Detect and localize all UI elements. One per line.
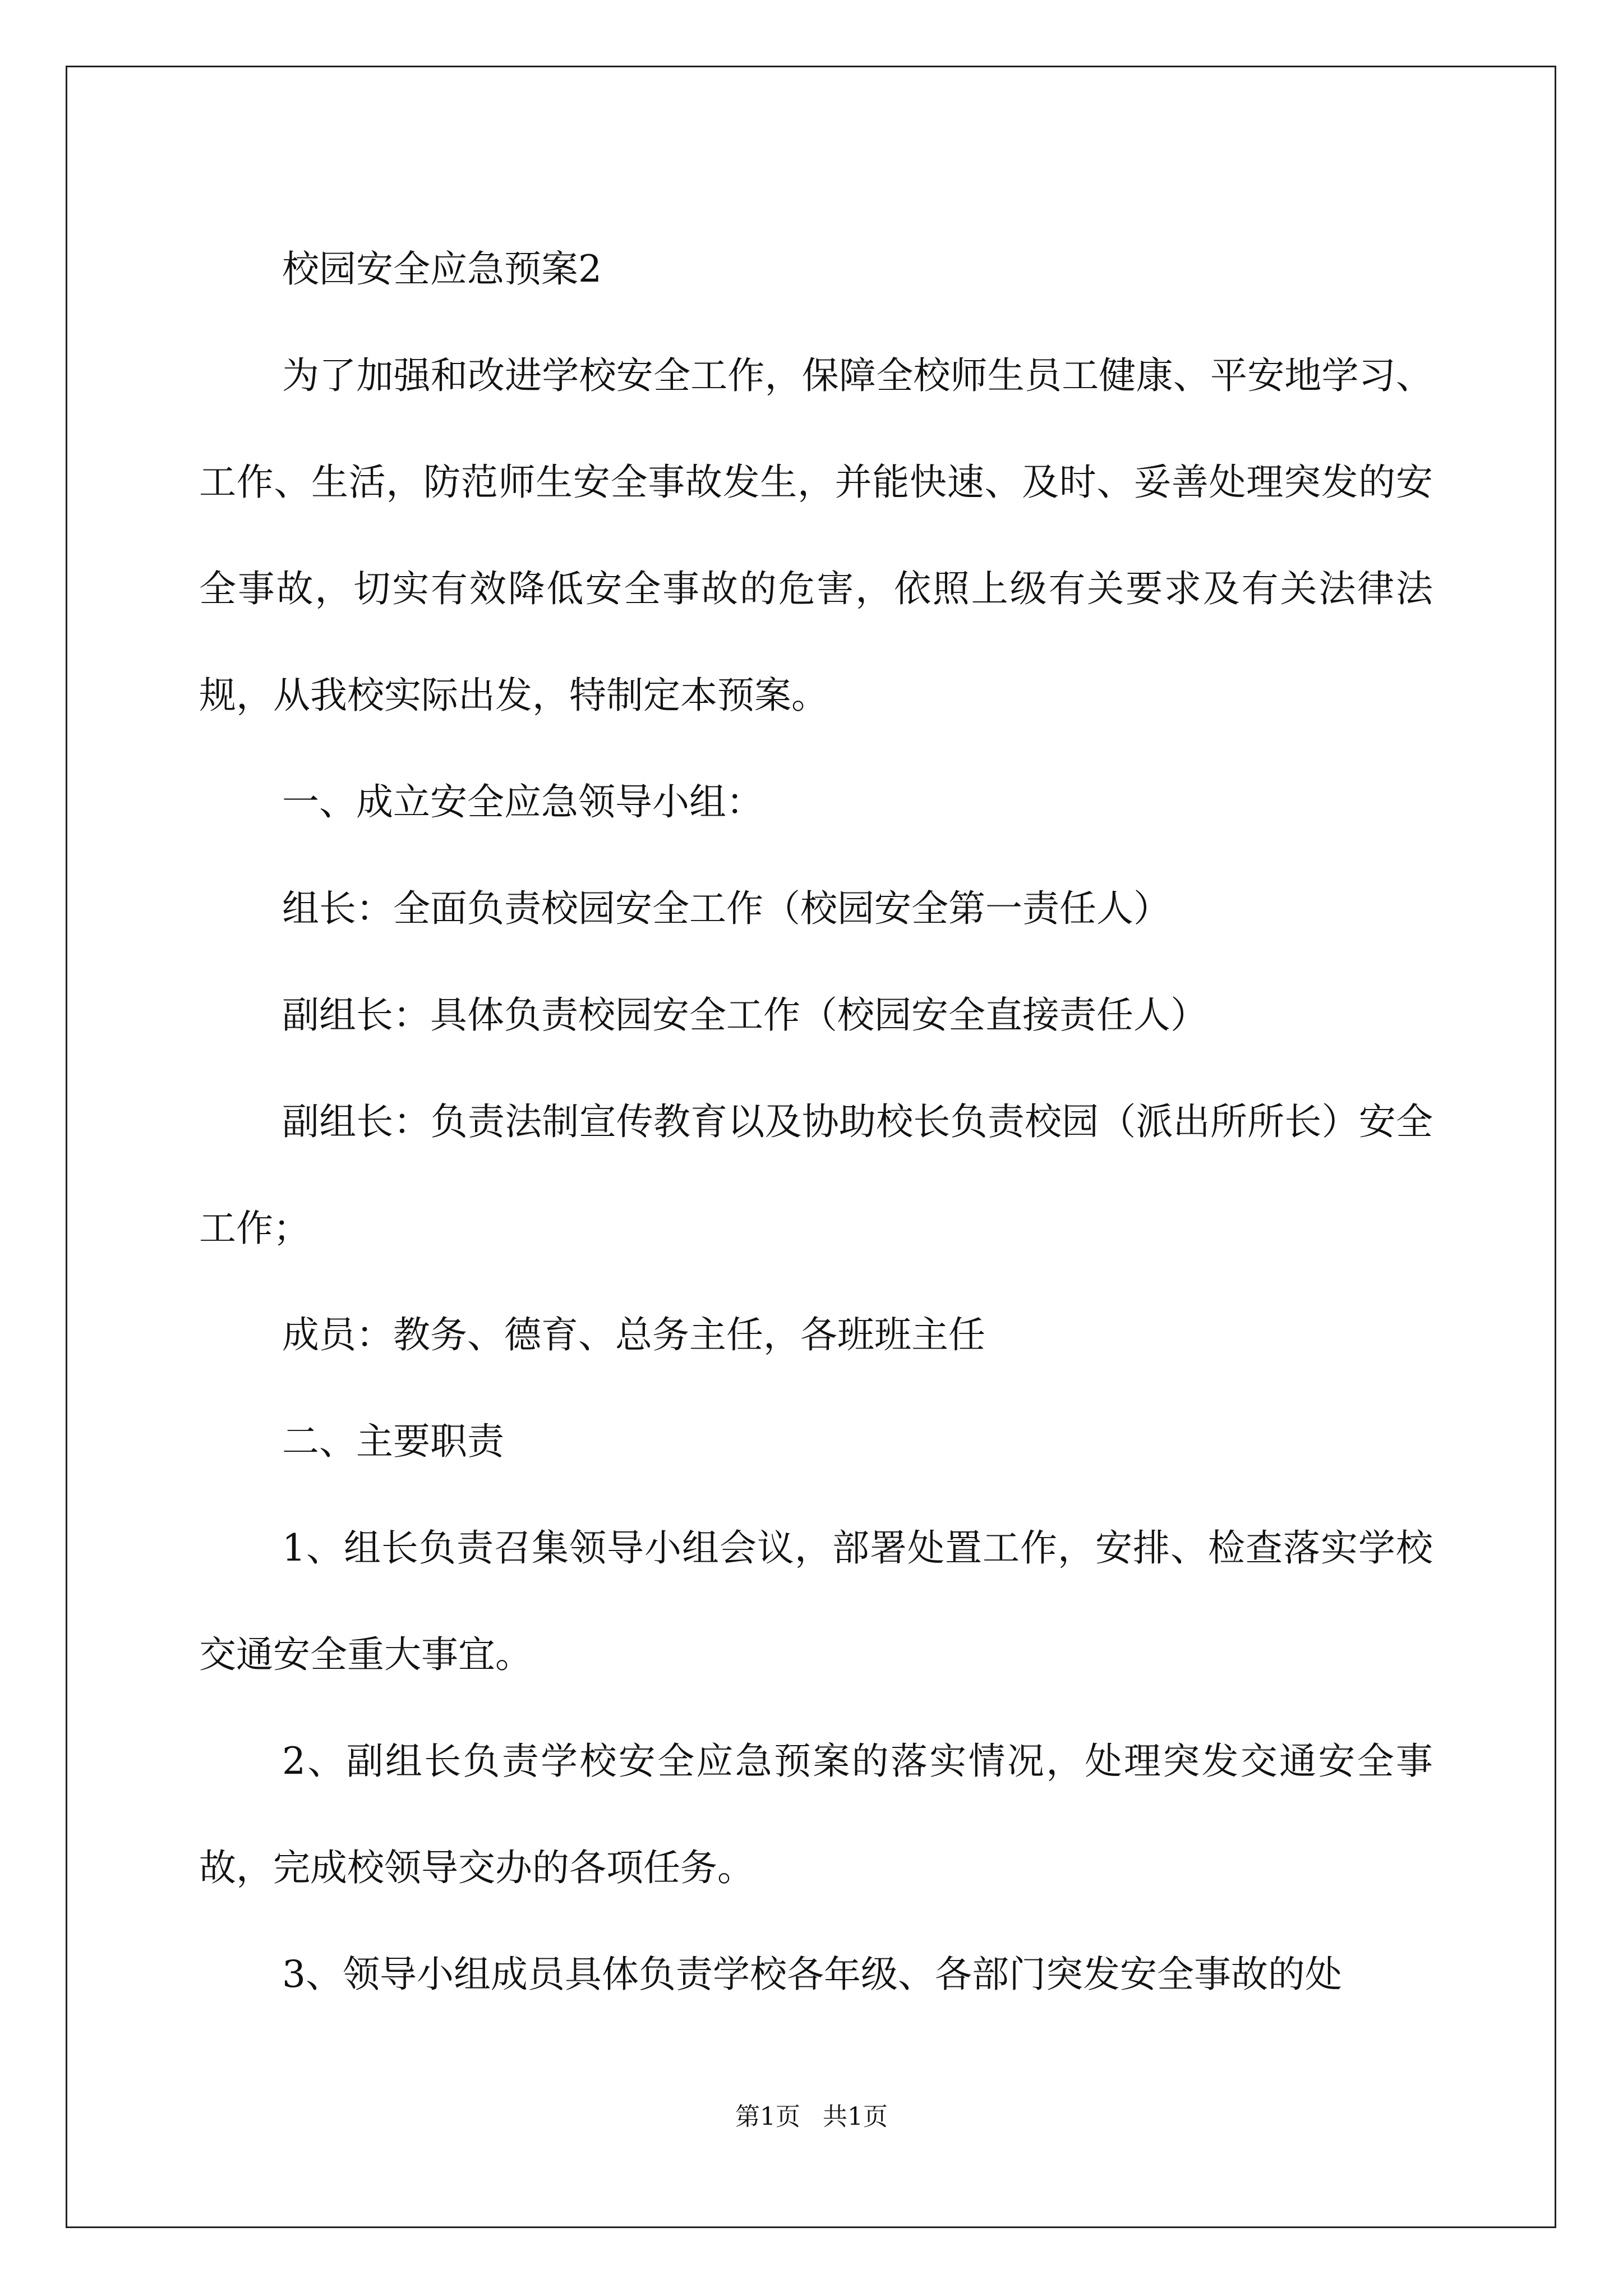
page-total: 共1页 [823,2102,888,2131]
document-body [199,216,1433,2028]
paragraph-duty-2: 2、副组长负责学校安全应急预案的落实情况，处理突发交通安全事故，完成校领导交办的各项任务。 [199,1740,1433,1889]
paragraph-members: 成员：教务、德育、总务主任，各班班主任 [282,1313,985,1356]
section-heading-1: 一、成立安全应急领导小组： [282,780,763,823]
page-number: 第1页 [735,2102,800,2131]
paragraph-duty-1: 1、组长负责召集领导小组会议，部署处置工作，安排、检查落实学校交通安全重大事宜。 [199,1526,1433,1676]
section-heading-2: 二、主要职责 [282,1420,504,1463]
paragraph-leader: 组长：全面负责校园安全工作（校园安全第一责任人） [282,887,1170,930]
paragraph-duty-3: 3、领导小组成员具体负责学校各年级、各部门突发安全事故的处 [282,1953,1342,1996]
paragraph-deputy-2: 副组长：负责法制宣传教育以及协助校长负责校园（派出所所长）安全工作； [199,1100,1433,1250]
page-footer [0,2100,1623,2134]
paragraph-intro: 为了加强和改进学校安全工作，保障全校师生员工健康、平安地学习、工作、生活，防范师生安全事故发生，并能快速、及时、妥善处理突发的安全事故，切实有效降低安全事故的危害，依照上级有关要求及有关法律法规，从我校实际出发，特制定本预案。 [199,354,1433,717]
document-title: 校园安全应急预案2 [282,247,602,291]
paragraph-deputy-1: 副组长：具体负责校园安全工作（校园安全直接责任人） [282,993,1207,1037]
